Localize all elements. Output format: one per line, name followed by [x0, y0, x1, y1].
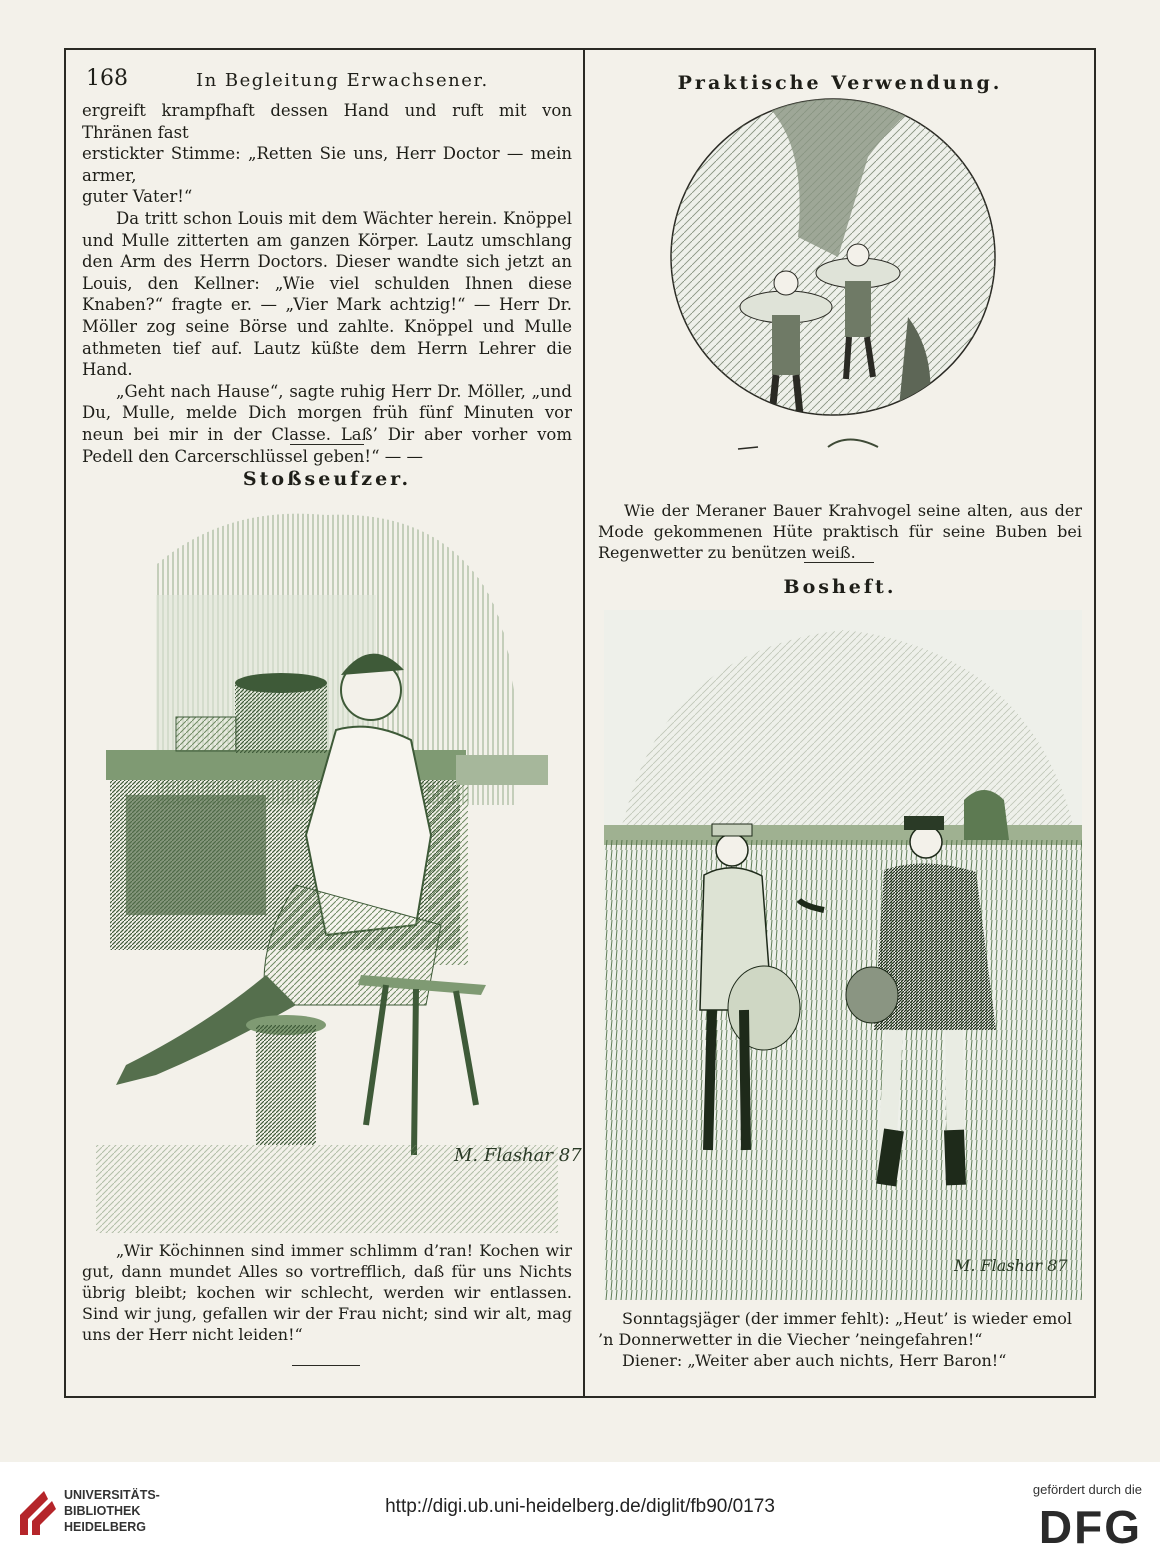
section-rule: [804, 562, 874, 563]
section-title-bosheft: Bosheft.: [783, 576, 897, 598]
library-line: UNIVERSITÄTS-: [64, 1488, 160, 1502]
column-divider: [583, 48, 585, 1398]
caption-line: Sonntagsjäger (der immer fehlt): „Heut’ is wieder emol: [622, 1309, 1073, 1328]
permalink-url[interactable]: http://digi.ub.uni-heidelberg.de/diglit/fb90/0173: [385, 1496, 775, 1517]
caption-cook: „Wir Köchinnen sind immer schlimm d’ran! Kochen wir gut, dann mundet Alles so vortrefflich, daß für uns Nichts übrig bleibt; kochen wir schlecht, werden wir entlassen. Sind wir jung, gefallen wir der Frau nicht; sind wir alt, mag uns der Herr nicht leiden!“: [82, 1241, 572, 1344]
section-title-praktische-verwendung: Praktische Verwendung.: [677, 72, 1003, 94]
caption-line: ’n Donnerwetter in die Viecher ’neingefahren!“: [598, 1330, 983, 1349]
caption-line: Diener: „Weiter aber auch nichts, Herr Baron!“: [622, 1351, 1007, 1370]
running-head: In Begleitung Erwachsener.: [196, 70, 489, 91]
library-line: BIBLIOTHEK: [64, 1504, 141, 1518]
library-line: HEIDELBERG: [64, 1520, 146, 1534]
illustration-rain-boys: [668, 97, 998, 477]
section-rule: [292, 1365, 360, 1366]
artist-signature: M. Flashar 87: [454, 1145, 582, 1166]
dfg-logo[interactable]: DFG: [1038, 1501, 1142, 1553]
story-line: erstickter Stimme: „Retten Sie uns, Herr Doctor — mein armer,: [82, 144, 572, 185]
funded-by-text: gefördert durch die: [1032, 1482, 1142, 1497]
section-rule: [290, 444, 364, 445]
section-title-stossseufzer: Stoßseufzer.: [242, 468, 412, 490]
story-line: guter Vater!“: [82, 187, 193, 207]
artist-signature: M. Flashar 87: [954, 1256, 1068, 1275]
illustration-hunters: [604, 610, 1082, 1300]
story-paragraph: „Geht nach Hause“, sagte ruhig Herr Dr. Möller, „und Du, Mulle, melde Dich morgen früh fünf Minuten vor neun bei mir in der Classe. Laß’ Dir aber vorher vom Pedell den Carcerschlüssel geben!“ — —: [82, 381, 572, 466]
left-story: [82, 100, 572, 467]
caption-hunters: [598, 1308, 1082, 1371]
page-number: 168: [86, 66, 128, 91]
story-line: ergreift krampfhaft dessen Hand und ruft mit von Thränen fast: [82, 101, 572, 142]
story-paragraph: Da tritt schon Louis mit dem Wächter herein. Knöppel und Mulle zitterten am ganzen Körper. Lautz umschlang den Arm des Herrn Doctors. Dieser wandte sich jetzt an Louis, den Kellner: „Wie viel schulden Ihnen diese Knaben?“ fragte er. — „Vier Mark achtzig!“ — Herr Dr. Möller zog seine Börse und zahlte. Knöppel und Mulle athmeten tief auf. Lautz küßte dem Herrn Lehrer die Hand.: [82, 208, 572, 380]
caption-rain-boys: Wie der Meraner Bauer Krahvogel seine alten, aus der Mode gekommenen Hüte praktisch für seine Buben bei Regenwetter zu benützen weiß.: [598, 501, 1082, 562]
illustration-cook: [96, 505, 558, 1233]
